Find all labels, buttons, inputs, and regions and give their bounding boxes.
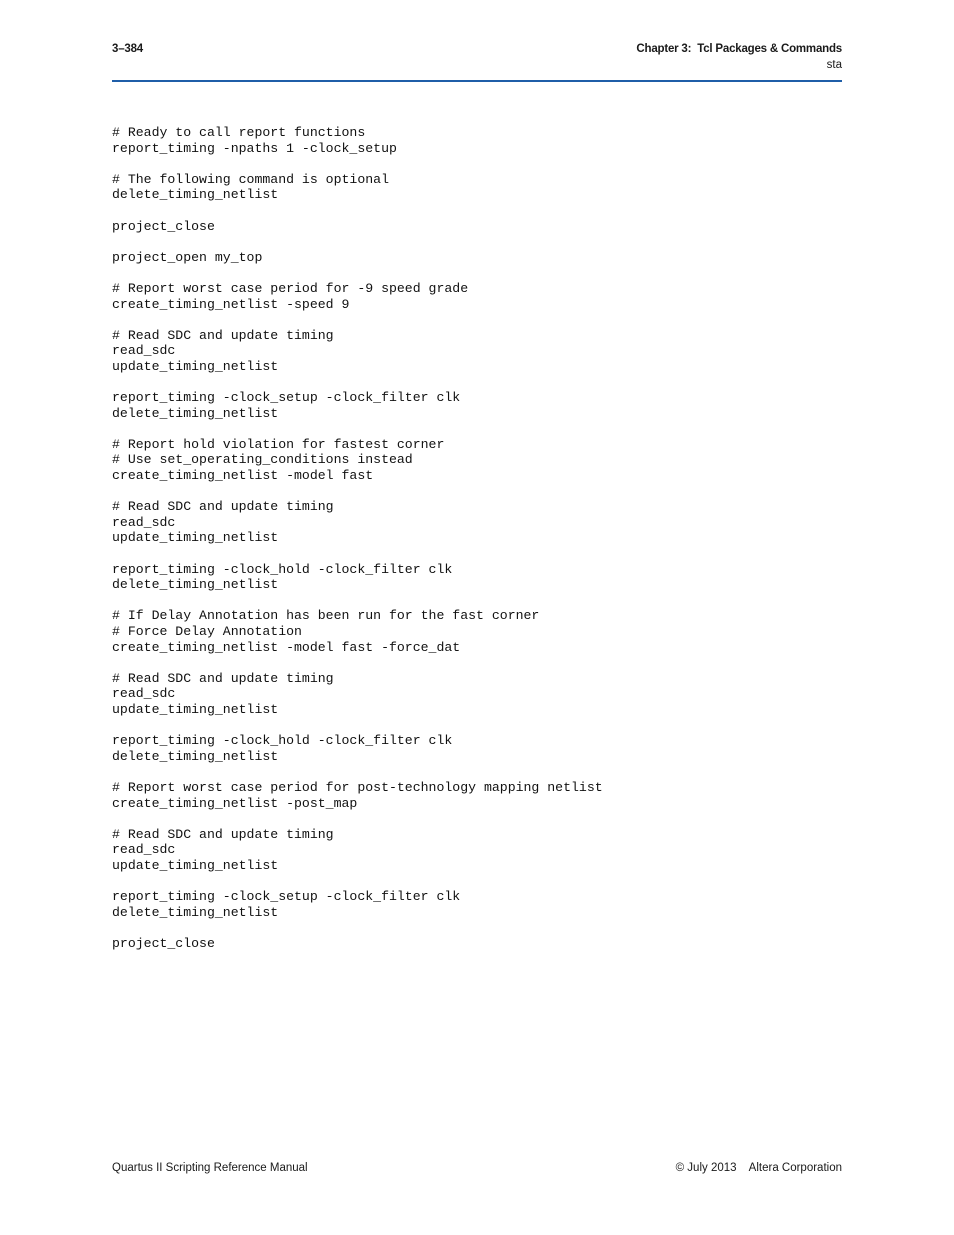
code-line: update_timing_netlist [112,358,279,374]
footer-manual-title: Quartus II Scripting Reference Manual [112,1162,308,1174]
code-line: report_timing -clock_setup -clock_filter clk [112,889,461,905]
code-line: report_timing -npaths 1 -clock_setup [112,140,397,156]
code-line: # Ready to call report functions [112,125,366,140]
code-line: project_open my_top [112,249,263,265]
code-line: # If Delay Annotation has been run for the fast corner [112,608,540,624]
page-number: 3–384 [112,43,143,55]
code-line: project_close [112,218,215,234]
code-line: read_sdc [112,343,176,359]
code-line: create_timing_netlist -post_map [112,795,358,811]
code-line: read_sdc [112,514,176,530]
code-line: update_timing_netlist [112,701,279,717]
code-line: update_timing_netlist [112,530,279,546]
code-line: project_close [112,935,215,951]
code-line: delete_timing_netlist [112,187,279,203]
code-line: create_timing_netlist -model fast -force_dat [112,639,461,655]
code-line: delete_timing_netlist [112,577,279,593]
code-block [112,125,603,951]
code-line: # Force Delay Annotation [112,624,302,639]
code-line: # Use set_operating_conditions instead [112,452,413,468]
code-line: # Report worst case period for post-technology mapping netlist [112,779,603,795]
code-line: # Report hold violation for fastest corner [112,436,445,452]
section-name: sta [826,59,842,71]
code-line: update_timing_netlist [112,857,279,873]
code-line: report_timing -clock_setup -clock_filter clk [112,390,461,406]
code-line: delete_timing_netlist [112,405,279,421]
code-line: delete_timing_netlist [112,904,279,920]
code-line: read_sdc [112,842,176,858]
code-line: # The following command is optional [112,171,389,187]
code-line: report_timing -clock_hold -clock_filter clk [112,561,453,577]
code-line: read_sdc [112,686,176,702]
footer-copyright: © July 2013 Altera Corporation [675,1162,842,1174]
code-line: # Read SDC and update timing [112,826,334,842]
code-line: # Read SDC and update timing [112,327,334,343]
page-header [112,42,842,82]
code-line: # Report worst case period for -9 speed grade [112,280,469,296]
code-line: delete_timing_netlist [112,748,279,764]
chapter-title: Chapter 3: Tcl Packages & Commands [636,43,842,55]
code-line: create_timing_netlist -model fast [112,468,374,484]
code-line: # Read SDC and update timing [112,670,334,686]
code-line: # Read SDC and update timing [112,499,334,515]
code-line: report_timing -clock_hold -clock_filter clk [112,733,453,749]
code-line: create_timing_netlist -speed 9 [112,296,350,312]
